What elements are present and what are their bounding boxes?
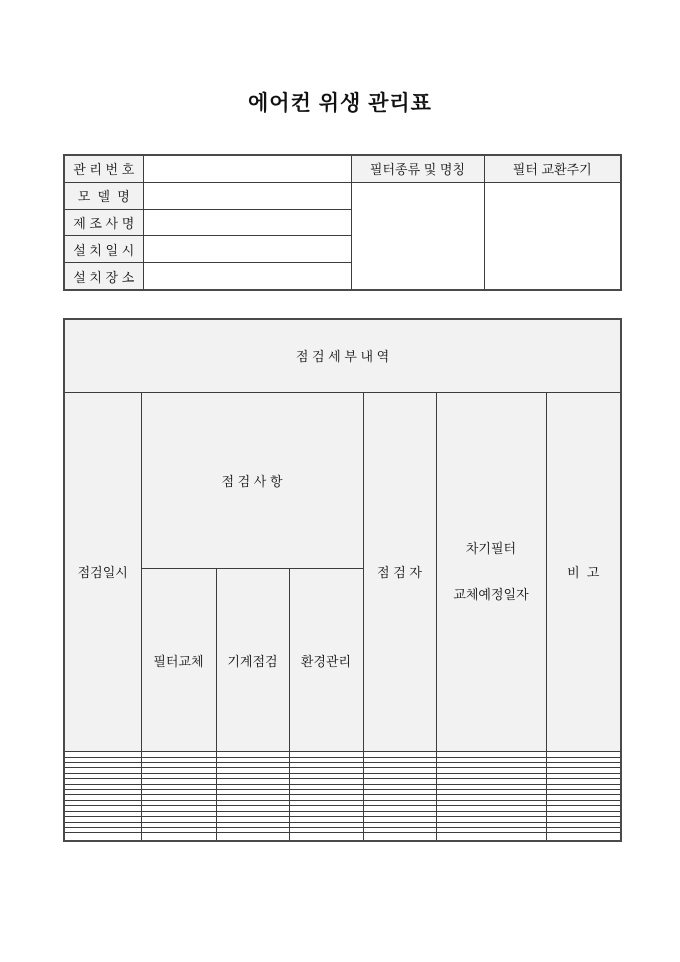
info-label-install-date: 설 치 일 시: [64, 236, 143, 263]
header-inspection-date: 점검일시: [64, 392, 141, 752]
info-value-model-name: [143, 182, 351, 209]
info-label-model-name: 모 델 명: [64, 182, 143, 209]
inspection-table: [63, 318, 622, 842]
inspection-cell: [546, 833, 621, 841]
info-row: [64, 155, 621, 182]
header-filter-replace: 필터교체: [141, 569, 216, 752]
header-remarks: 비 고: [546, 392, 621, 752]
header-next-filter-date-line2: 교체예정일자: [453, 586, 529, 602]
filter-cycle-value-cell: [484, 182, 621, 290]
filter-type-value-cell: [351, 182, 484, 290]
header-next-filter-date: [436, 392, 546, 752]
header-inspection-items-group: 점 검 사 항: [141, 392, 363, 569]
inspection-cell: [64, 833, 141, 841]
info-value-manufacturer: [143, 209, 351, 236]
inspection-table-title: 점 검 세 부 내 역: [64, 319, 621, 392]
inspection-cell: [289, 833, 363, 841]
info-value-install-date: [143, 236, 351, 263]
inspection-rows: [64, 752, 621, 841]
inspection-cell: [141, 833, 216, 841]
header-next-filter-date-line1: 차기필터: [465, 540, 517, 556]
info-value-management-number: [143, 155, 351, 182]
info-label-manufacturer: 제 조 사 명: [64, 209, 143, 236]
info-table: [63, 154, 622, 291]
inspection-row: [64, 833, 621, 841]
page-title: 에어컨 위생 관리표: [248, 92, 432, 115]
info-label-install-location: 설 치 장 소: [64, 263, 143, 290]
info-value-install-location: [143, 263, 351, 290]
inspection-table-title-row: [64, 319, 621, 392]
header-machine-check: 기계점검: [216, 569, 289, 752]
inspection-cell: [216, 833, 289, 841]
header-environment-care: 환경관리: [289, 569, 363, 752]
info-label-management-number: 관 리 번 호: [64, 155, 143, 182]
filter-type-header: 필터종류 및 명칭: [351, 155, 484, 182]
header-inspector: 점 검 자: [363, 392, 436, 752]
info-row: [64, 182, 621, 209]
inspection-header-row: [64, 392, 621, 569]
inspection-cell: [363, 833, 436, 841]
inspection-cell: [436, 833, 546, 841]
filter-cycle-header: 필터 교환주기: [484, 155, 621, 182]
